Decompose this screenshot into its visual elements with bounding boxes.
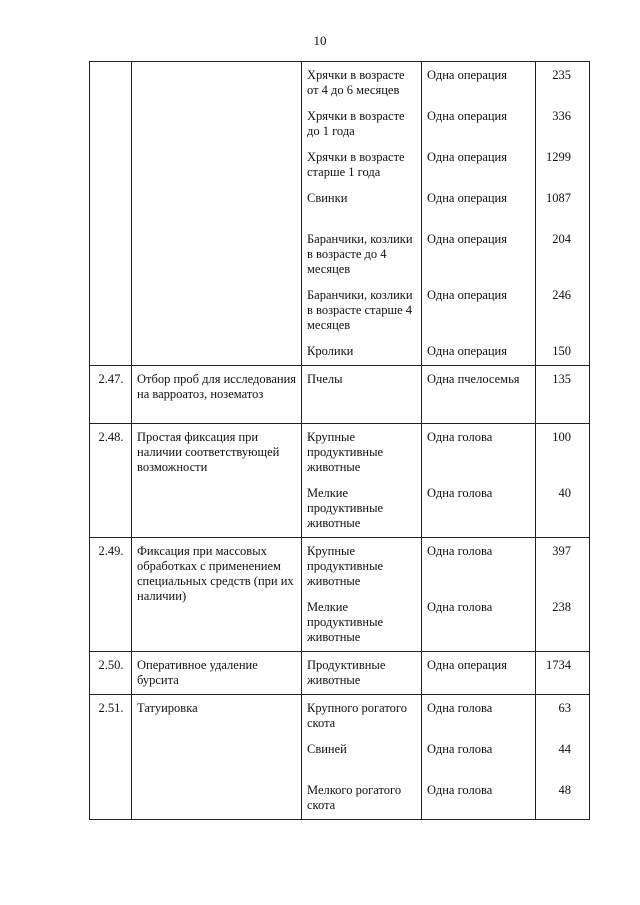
- price-value: 235: [552, 68, 571, 82]
- price-value: 40: [558, 486, 571, 500]
- animal-type-cell: [302, 424, 422, 538]
- unit-text: Одна голова: [427, 783, 493, 797]
- price-value: 48: [558, 783, 571, 797]
- price-value: 1299: [546, 150, 571, 164]
- service-name-cell: Фиксация при массовых обработках с применением специальных средств (при их наличии): [132, 538, 302, 652]
- price-value: 204: [552, 232, 571, 246]
- service-name-cell: Татуировка: [132, 695, 302, 820]
- unit-text: Одна операция: [427, 232, 507, 246]
- item-number-cell: [90, 62, 132, 366]
- animal-type: Крупные продуктивные животные: [307, 544, 384, 588]
- unit-text: Одна голова: [427, 701, 493, 715]
- animal-type-cell: [302, 652, 422, 695]
- service-name-cell: Простая фиксация при наличии соответствующей возможности: [132, 424, 302, 538]
- price-table-body: [90, 62, 590, 820]
- animal-type-cell: [302, 695, 422, 820]
- price-value: 63: [558, 701, 571, 715]
- unit-text: Одна операция: [427, 150, 507, 164]
- animal-type-cell: [302, 62, 422, 366]
- price-value: 135: [552, 372, 571, 386]
- unit-text: Одна операция: [427, 109, 507, 123]
- price-value: 44: [558, 742, 571, 756]
- price-cell: [536, 652, 590, 695]
- animal-type: Свиней: [307, 742, 347, 756]
- unit-cell: [422, 538, 536, 652]
- price-value: 246: [552, 288, 571, 302]
- service-name-cell: [132, 62, 302, 366]
- animal-type-cell: [302, 366, 422, 424]
- price-value: 238: [552, 600, 571, 614]
- animal-type: Мелкие продуктивные животные: [307, 600, 384, 644]
- unit-text: Одна голова: [427, 544, 493, 558]
- animal-type: Хрячки в возрасте до 1 года: [307, 109, 405, 138]
- price-table: [89, 61, 590, 820]
- table-row: [90, 366, 590, 424]
- unit-cell: [422, 695, 536, 820]
- item-number-cell: 2.50.: [90, 652, 132, 695]
- animal-type: Крупные продуктивные животные: [307, 430, 384, 474]
- animal-type-cell: [302, 538, 422, 652]
- animal-type: Кролики: [307, 344, 354, 358]
- animal-type: Мелкие продуктивные животные: [307, 486, 384, 530]
- item-number-cell: 2.49.: [90, 538, 132, 652]
- animal-type: Пчелы: [307, 372, 343, 386]
- unit-text: Одна голова: [427, 600, 493, 614]
- unit-cell: [422, 652, 536, 695]
- unit-text: Одна операция: [427, 191, 507, 205]
- price-value: 1734: [546, 658, 571, 672]
- price-cell: [536, 62, 590, 366]
- unit-text: Одна операция: [427, 68, 507, 82]
- table-row: [90, 538, 590, 652]
- price-cell: [536, 424, 590, 538]
- unit-text: Одна операция: [427, 658, 507, 672]
- unit-text: Одна операция: [427, 288, 507, 302]
- unit-cell: [422, 62, 536, 366]
- animal-type: Баранчики, козлики в возрасте до 4 месяцев: [307, 232, 413, 276]
- table-row: [90, 424, 590, 538]
- table-row: [90, 62, 590, 366]
- animal-type: Хрячки в возрасте старше 1 года: [307, 150, 405, 179]
- animal-type: Баранчики, козлики в возрасте старше 4 месяцев: [307, 288, 413, 332]
- item-number-cell: 2.48.: [90, 424, 132, 538]
- price-value: 150: [552, 344, 571, 358]
- unit-text: Одна голова: [427, 486, 493, 500]
- animal-type: Хрячки в возрасте от 4 до 6 месяцев: [307, 68, 405, 97]
- price-cell: [536, 538, 590, 652]
- service-name-cell: Оперативное удаление бурсита: [132, 652, 302, 695]
- price-value: 336: [552, 109, 571, 123]
- animal-type: Крупного рогатого скота: [307, 701, 407, 730]
- unit-cell: [422, 366, 536, 424]
- item-number-cell: 2.47.: [90, 366, 132, 424]
- animal-type: Мелкого рогатого скота: [307, 783, 402, 812]
- unit-cell: [422, 424, 536, 538]
- price-value: 100: [552, 430, 571, 444]
- item-number-cell: 2.51.: [90, 695, 132, 820]
- unit-text: Одна голова: [427, 742, 493, 756]
- unit-text: Одна пчелосемья: [427, 372, 520, 386]
- animal-type: Свинки: [307, 191, 348, 205]
- animal-type: Продуктивные животные: [307, 658, 386, 687]
- price-cell: [536, 366, 590, 424]
- unit-text: Одна операция: [427, 344, 507, 358]
- table-row: [90, 695, 590, 820]
- price-value: 397: [552, 544, 571, 558]
- page-number: 10: [313, 33, 327, 48]
- table-row: [90, 652, 590, 695]
- price-value: 1087: [546, 191, 571, 205]
- unit-text: Одна голова: [427, 430, 493, 444]
- service-name-cell: Отбор проб для исследования на варроатоз, нозематоз: [132, 366, 302, 424]
- price-cell: [536, 695, 590, 820]
